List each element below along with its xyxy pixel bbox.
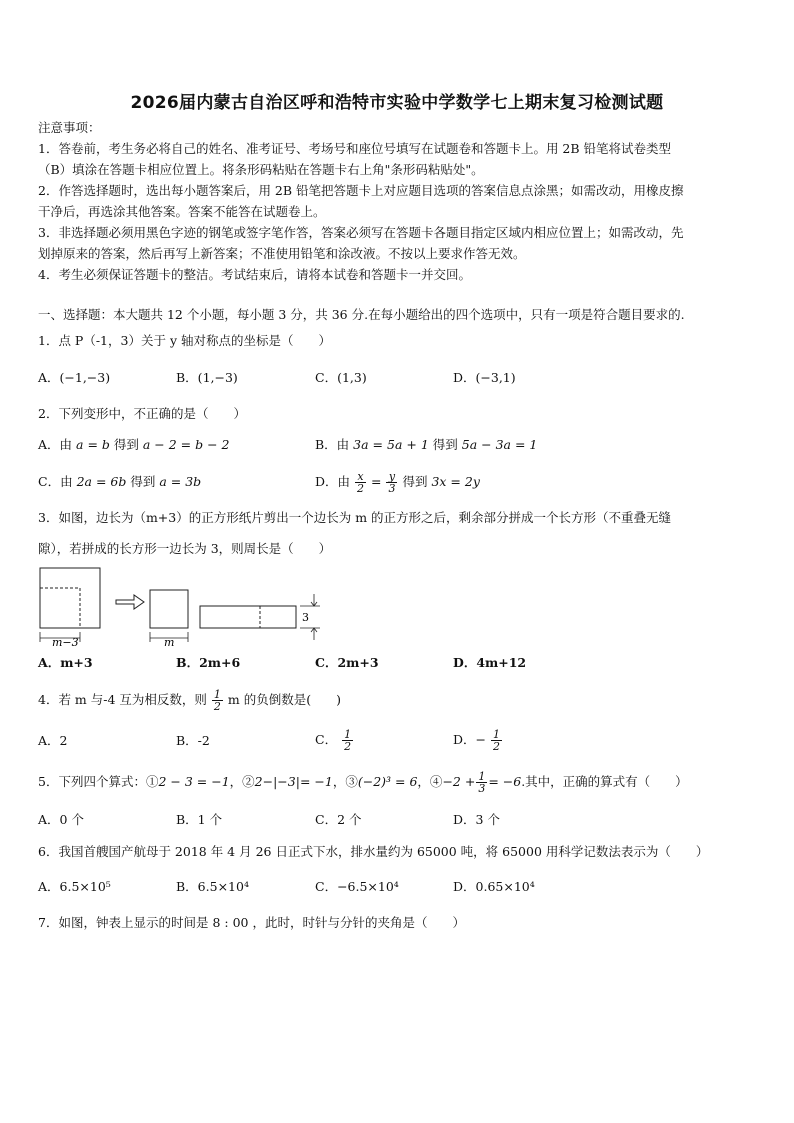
q3-option-d[interactable]: D．4m+12 <box>453 655 527 670</box>
denominator: 2 <box>344 740 352 753</box>
q5-expr-4b: = −6 <box>488 774 522 789</box>
q3-option-a[interactable]: A．m+3 <box>38 655 93 670</box>
q4-stem-pre: 4．若 m 与-4 互为相反数，则 <box>38 692 207 707</box>
q5-sep-4: ，④ <box>417 774 443 789</box>
q5-expr-4a: −2 + <box>442 774 476 789</box>
q1-option-a[interactable]: A．(−1,−3) <box>38 370 111 385</box>
q5-option-d[interactable]: D．3 个 <box>453 812 500 827</box>
q6-option-c[interactable]: C．−6.5×10⁴ <box>315 879 399 894</box>
question-2-stem: 2．下列变形中，不正确的是（ ） <box>38 406 246 421</box>
q2c-expr1: 2a = 6b <box>76 474 127 489</box>
notice-line: 4．考生必须保证答题卡的整洁。考试结束后，请将本试卷和答题卡一并交回。 <box>38 267 471 282</box>
q7-post: ，此时，时针与分针的夹角是（ ） <box>252 915 465 930</box>
q1-option-d[interactable]: D．(−3,1) <box>453 370 516 385</box>
question-4-stem <box>38 684 341 716</box>
question-7-stem <box>38 913 465 933</box>
q7-pre: 7．如图，钟表上显示的时间是 <box>38 915 209 930</box>
q2d-prefix: D．由 <box>315 474 351 489</box>
question-5-stem <box>38 766 688 798</box>
numerator: 1 <box>213 688 221 701</box>
big-square <box>40 568 100 628</box>
q2a-expr1: a = b <box>76 437 110 452</box>
q2b-prefix: B．由 <box>315 437 350 452</box>
q6-option-d[interactable]: D．0.65×10⁴ <box>453 879 535 894</box>
notice-line: 1．答卷前，考生务必将自己的姓名、准考证号、考场号和座位号填写在试题卷和答题卡上。用 2B 铅笔将试卷类型 <box>38 141 672 156</box>
q2d-expr2: 3x = 2y <box>431 474 480 489</box>
q3-option-b[interactable]: B．2m+6 <box>176 655 241 670</box>
notice-line: 划掉原来的答案，然后再写上新答案；不准使用铅笔和涂改液。不按以上要求作答无效。 <box>38 246 526 261</box>
dim-label-m-minus-3: m−3 <box>52 636 79 649</box>
q2-option-c[interactable] <box>38 472 201 492</box>
q4-option-d[interactable] <box>453 724 503 756</box>
q2-option-d[interactable] <box>315 466 480 498</box>
q5-expr-1: 2 − 3 = −1 <box>158 774 230 789</box>
question-6-stem: 6．我国首艘国产航母于 2018 年 4 月 26 日正式下水，排水量约为 65000 吨，将 65000 用科学记数法表示为（ ） <box>38 844 709 859</box>
q4c-prefix: C． <box>315 732 338 747</box>
denominator: 2 <box>492 740 500 753</box>
notice-heading: 注意事项： <box>38 120 101 135</box>
q5-sep-3: ，③ <box>332 774 358 789</box>
q2c-prefix: C．由 <box>38 474 73 489</box>
q2a-prefix: A．由 <box>38 437 73 452</box>
q7-time: 8 : 00 <box>212 915 249 930</box>
q4-option-b[interactable]: B．-2 <box>176 733 210 748</box>
cut-line <box>40 588 80 628</box>
q2d-fraction-x <box>355 471 366 494</box>
numerator: x <box>355 471 366 483</box>
q4d-prefix: D．− <box>453 732 486 747</box>
q4c-fraction <box>342 729 353 752</box>
denominator: 2 <box>213 700 221 713</box>
q2-option-a[interactable] <box>38 435 230 455</box>
q2c-expr2: a = 3b <box>159 474 202 489</box>
q2a-expr2: a − 2 = b − 2 <box>142 437 230 452</box>
q3-figure <box>36 562 336 650</box>
question-3-stem: 3．如图，边长为（m+3）的正方形纸片剪出一个边长为 m 的正方形之后，剩余部分拼成一个长方形（不重叠无缝 <box>38 510 672 525</box>
q5-option-c[interactable]: C．2 个 <box>315 812 362 827</box>
numerator: 1 <box>344 728 352 741</box>
q5-post: .其中，正确的算式有（ ） <box>521 774 688 789</box>
q5-option-a[interactable]: A．0 个 <box>38 812 84 827</box>
q2b-expr2: 5a − 3a = 1 <box>461 437 538 452</box>
q6-option-a[interactable]: A．6.5×10⁵ <box>38 879 111 894</box>
q2d-fraction-y <box>386 471 397 494</box>
q4d-fraction <box>491 729 502 752</box>
long-rectangle <box>200 606 296 628</box>
q6-option-b[interactable]: B．6.5×10⁴ <box>176 879 249 894</box>
notice-line: 2．作答选择题时，选出每小题答案后，用 2B 铅笔把答题卡上对应题目选项的答案信息点涂黑；如需改动，用橡皮擦 <box>38 183 684 198</box>
denominator: 3 <box>388 482 396 495</box>
section-heading: 一、选择题：本大题共 12 个小题，每小题 3 分，共 36 分.在每小题给出的四个选项中，只有一项是符合题目要求的. <box>38 307 685 322</box>
notice-line: （B）填涂在答题卡相应位置上。将条形码粘贴在答题卡右上角"条形码粘贴处"。 <box>38 162 484 177</box>
q4-fraction <box>212 689 223 712</box>
denominator: 3 <box>478 782 486 795</box>
q5-option-b[interactable]: B．1 个 <box>176 812 223 827</box>
q5-expr-2: 2−|−3|= −1 <box>254 774 333 789</box>
arrow-icon <box>116 595 144 609</box>
numerator: y <box>386 471 397 483</box>
small-square <box>150 590 188 628</box>
q5-expr-3: (−2)³ = 6 <box>357 774 418 789</box>
q2b-expr1: 3a = 5a + 1 <box>353 437 429 452</box>
denominator: 2 <box>357 482 365 495</box>
dim-label-m: m <box>164 636 175 649</box>
q1-option-b[interactable]: B．(1,−3) <box>176 370 238 385</box>
question-1-stem: 1．点 P（-1，3）关于 y 轴对称点的坐标是（ ） <box>38 333 331 348</box>
q5-fraction <box>476 771 487 794</box>
q2a-mid: 得到 <box>113 437 139 452</box>
q1-option-c[interactable]: C．(1,3) <box>315 370 367 385</box>
q5-sep-2: ，② <box>229 774 255 789</box>
q5-pre: 5．下列四个算式：① <box>38 774 159 789</box>
q2-option-b[interactable] <box>315 435 537 455</box>
numerator: 1 <box>478 770 486 783</box>
dim-label-3: 3 <box>302 611 309 624</box>
q3-option-c[interactable]: C．2m+3 <box>315 655 379 670</box>
q4-stem-post: m 的负倒数是( ) <box>227 692 341 707</box>
q2d-equals: = <box>371 474 382 489</box>
q2c-mid: 得到 <box>130 474 156 489</box>
page-title: 2026届内蒙古自治区呼和浩特市实验中学数学七上期末复习检测试题 <box>130 93 664 113</box>
notice-line: 干净后，再选涂其他答案。答案不能答在试题卷上。 <box>38 204 326 219</box>
q2d-mid: 得到 <box>402 474 428 489</box>
q4-option-a[interactable]: A．2 <box>38 733 68 748</box>
q2b-mid: 得到 <box>432 437 458 452</box>
numerator: 1 <box>492 728 500 741</box>
q4-option-c[interactable] <box>315 724 354 756</box>
notice-line: 3．非选择题必须用黑色字迹的钢笔或签字笔作答，答案必须写在答题卡各题目指定区域内相应位置上；如需改动，先 <box>38 225 684 240</box>
question-3-stem-cont: 隙），若拼成的长方形一边长为 3，则周长是（ ） <box>38 541 332 556</box>
